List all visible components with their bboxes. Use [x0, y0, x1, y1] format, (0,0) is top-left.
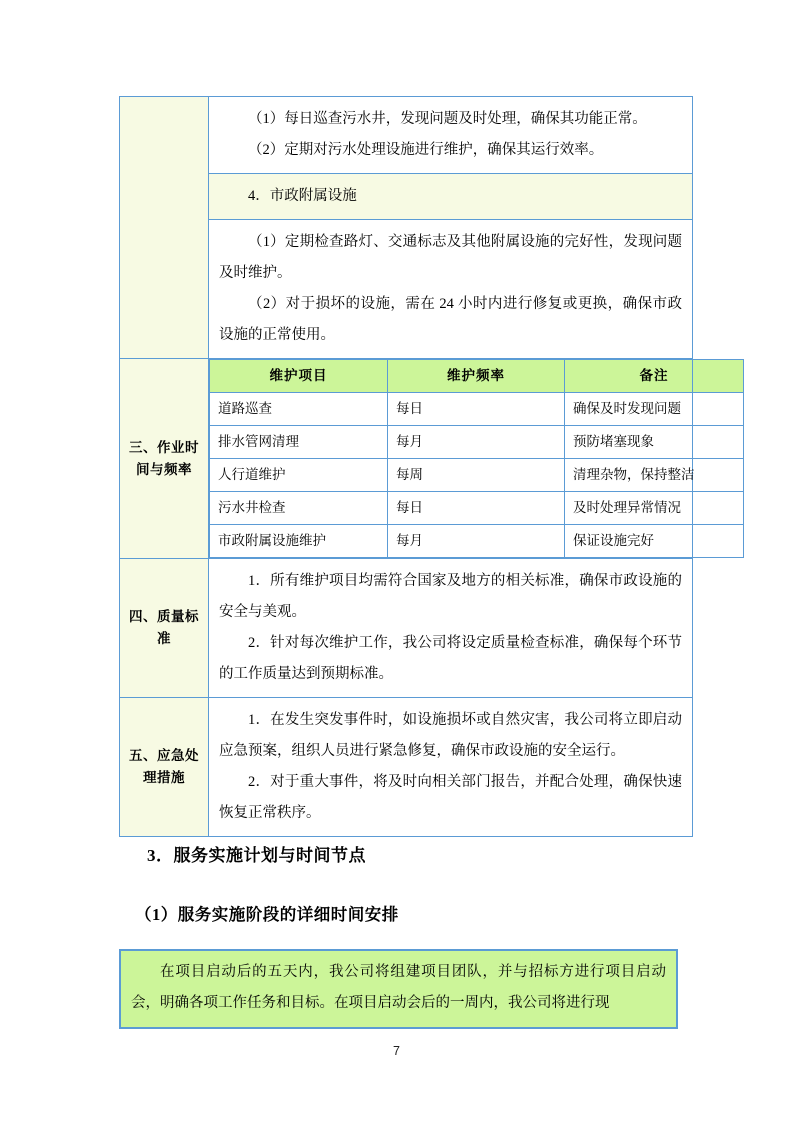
cell-item: 污水井检查 [210, 492, 388, 525]
column-header-frequency: 维护频率 [388, 360, 565, 393]
paragraph: （1）每日巡查污水井，发现问题及时处理，确保其功能正常。 [248, 111, 647, 127]
row-body-cell [209, 698, 693, 837]
section-heading: 3．服务实施计划与时间节点 [147, 846, 366, 865]
table-header-row [210, 360, 744, 393]
paragraph: 2．针对每次维护工作，我公司将设定质量检查标准，确保每个环节的工作质量达到预期标准。 [219, 635, 682, 682]
cell-item: 道路巡查 [210, 393, 388, 426]
paragraph: 1．所有维护项目均需符合国家及地方的相关标准，确保市政设施的安全与美观。 [219, 573, 682, 620]
paragraph: （2）定期对污水处理设施进行维护，确保其运行效率。 [248, 142, 604, 158]
callout-paragraph: 在项目启动后的五天内，我公司将组建项目团队，并与招标方进行项目启动会，明确各项工作任务和目标。在项目启动会后的一周内，我公司将进行现 [131, 964, 666, 1011]
cell-frequency: 每月 [388, 426, 565, 459]
cell-remark: 确保及时发现问题 [565, 393, 744, 426]
subheading-cell [209, 174, 693, 220]
cell-remark: 清理杂物，保持整洁 [565, 459, 744, 492]
table-row [120, 97, 693, 174]
schedule-table-body [210, 393, 744, 558]
cell-frequency: 每日 [388, 393, 565, 426]
subheading-text: 4．市政附属设施 [248, 188, 357, 204]
row-label-cell-schedule: 三、作业时间与频率 [120, 359, 209, 559]
cell-frequency: 每月 [388, 525, 565, 558]
row-label-cell-emergency: 五、应急处理措施 [120, 698, 209, 837]
paragraph: 1．在发生突发事件时，如设施损坏或自然灾害，我公司将立即启动应急预案，组织人员进行紧急修复，确保市政设施的安全运行。 [219, 712, 682, 759]
row-label-cell-continued [120, 97, 209, 359]
maintenance-schedule-table [209, 359, 744, 558]
table-row [210, 492, 744, 525]
column-header-item: 维护项目 [210, 360, 388, 393]
paragraph-group [209, 97, 692, 173]
cell-item: 人行道维护 [210, 459, 388, 492]
schedule-table-head [210, 360, 744, 393]
cell-item: 排水管网清理 [210, 426, 388, 459]
paragraph: （2）对于损坏的设施，需在 24 小时内进行修复或更换，确保市政设施的正常使用。 [219, 296, 682, 343]
row-label-cell-quality: 四、质量标准 [120, 559, 209, 698]
row-body-cell [209, 559, 693, 698]
page-number: 7 [393, 1044, 400, 1058]
main-content-table [119, 96, 693, 837]
cell-item: 市政附属设施维护 [210, 525, 388, 558]
subsection-heading: （1）服务实施阶段的详细时间安排 [135, 905, 399, 924]
table-row [120, 698, 693, 837]
table-row [210, 459, 744, 492]
row-body-cell [209, 220, 693, 359]
row-body-cell [209, 97, 693, 174]
cell-frequency: 每日 [388, 492, 565, 525]
table-row [120, 359, 693, 559]
column-header-remark: 备注 [565, 360, 744, 393]
paragraph-group [209, 698, 692, 836]
paragraph: 2．对于重大事件，将及时向相关部门报告，并配合处理，确保快速恢复正常秩序。 [219, 774, 682, 821]
cell-frequency: 每周 [388, 459, 565, 492]
paragraph-group [209, 174, 692, 219]
cell-remark: 及时处理异常情况 [565, 492, 744, 525]
cell-remark: 保证设施完好 [565, 525, 744, 558]
paragraph-group [209, 220, 692, 358]
table-row [210, 525, 744, 558]
paragraph-group [209, 559, 692, 697]
table-row [210, 393, 744, 426]
table-row [120, 559, 693, 698]
highlight-callout-box [119, 949, 678, 1029]
table-row [210, 426, 744, 459]
schedule-table-cell [209, 359, 693, 559]
cell-remark: 预防堵塞现象 [565, 426, 744, 459]
paragraph: （1）定期检查路灯、交通标志及其他附属设施的完好性，发现问题及时维护。 [219, 234, 682, 281]
